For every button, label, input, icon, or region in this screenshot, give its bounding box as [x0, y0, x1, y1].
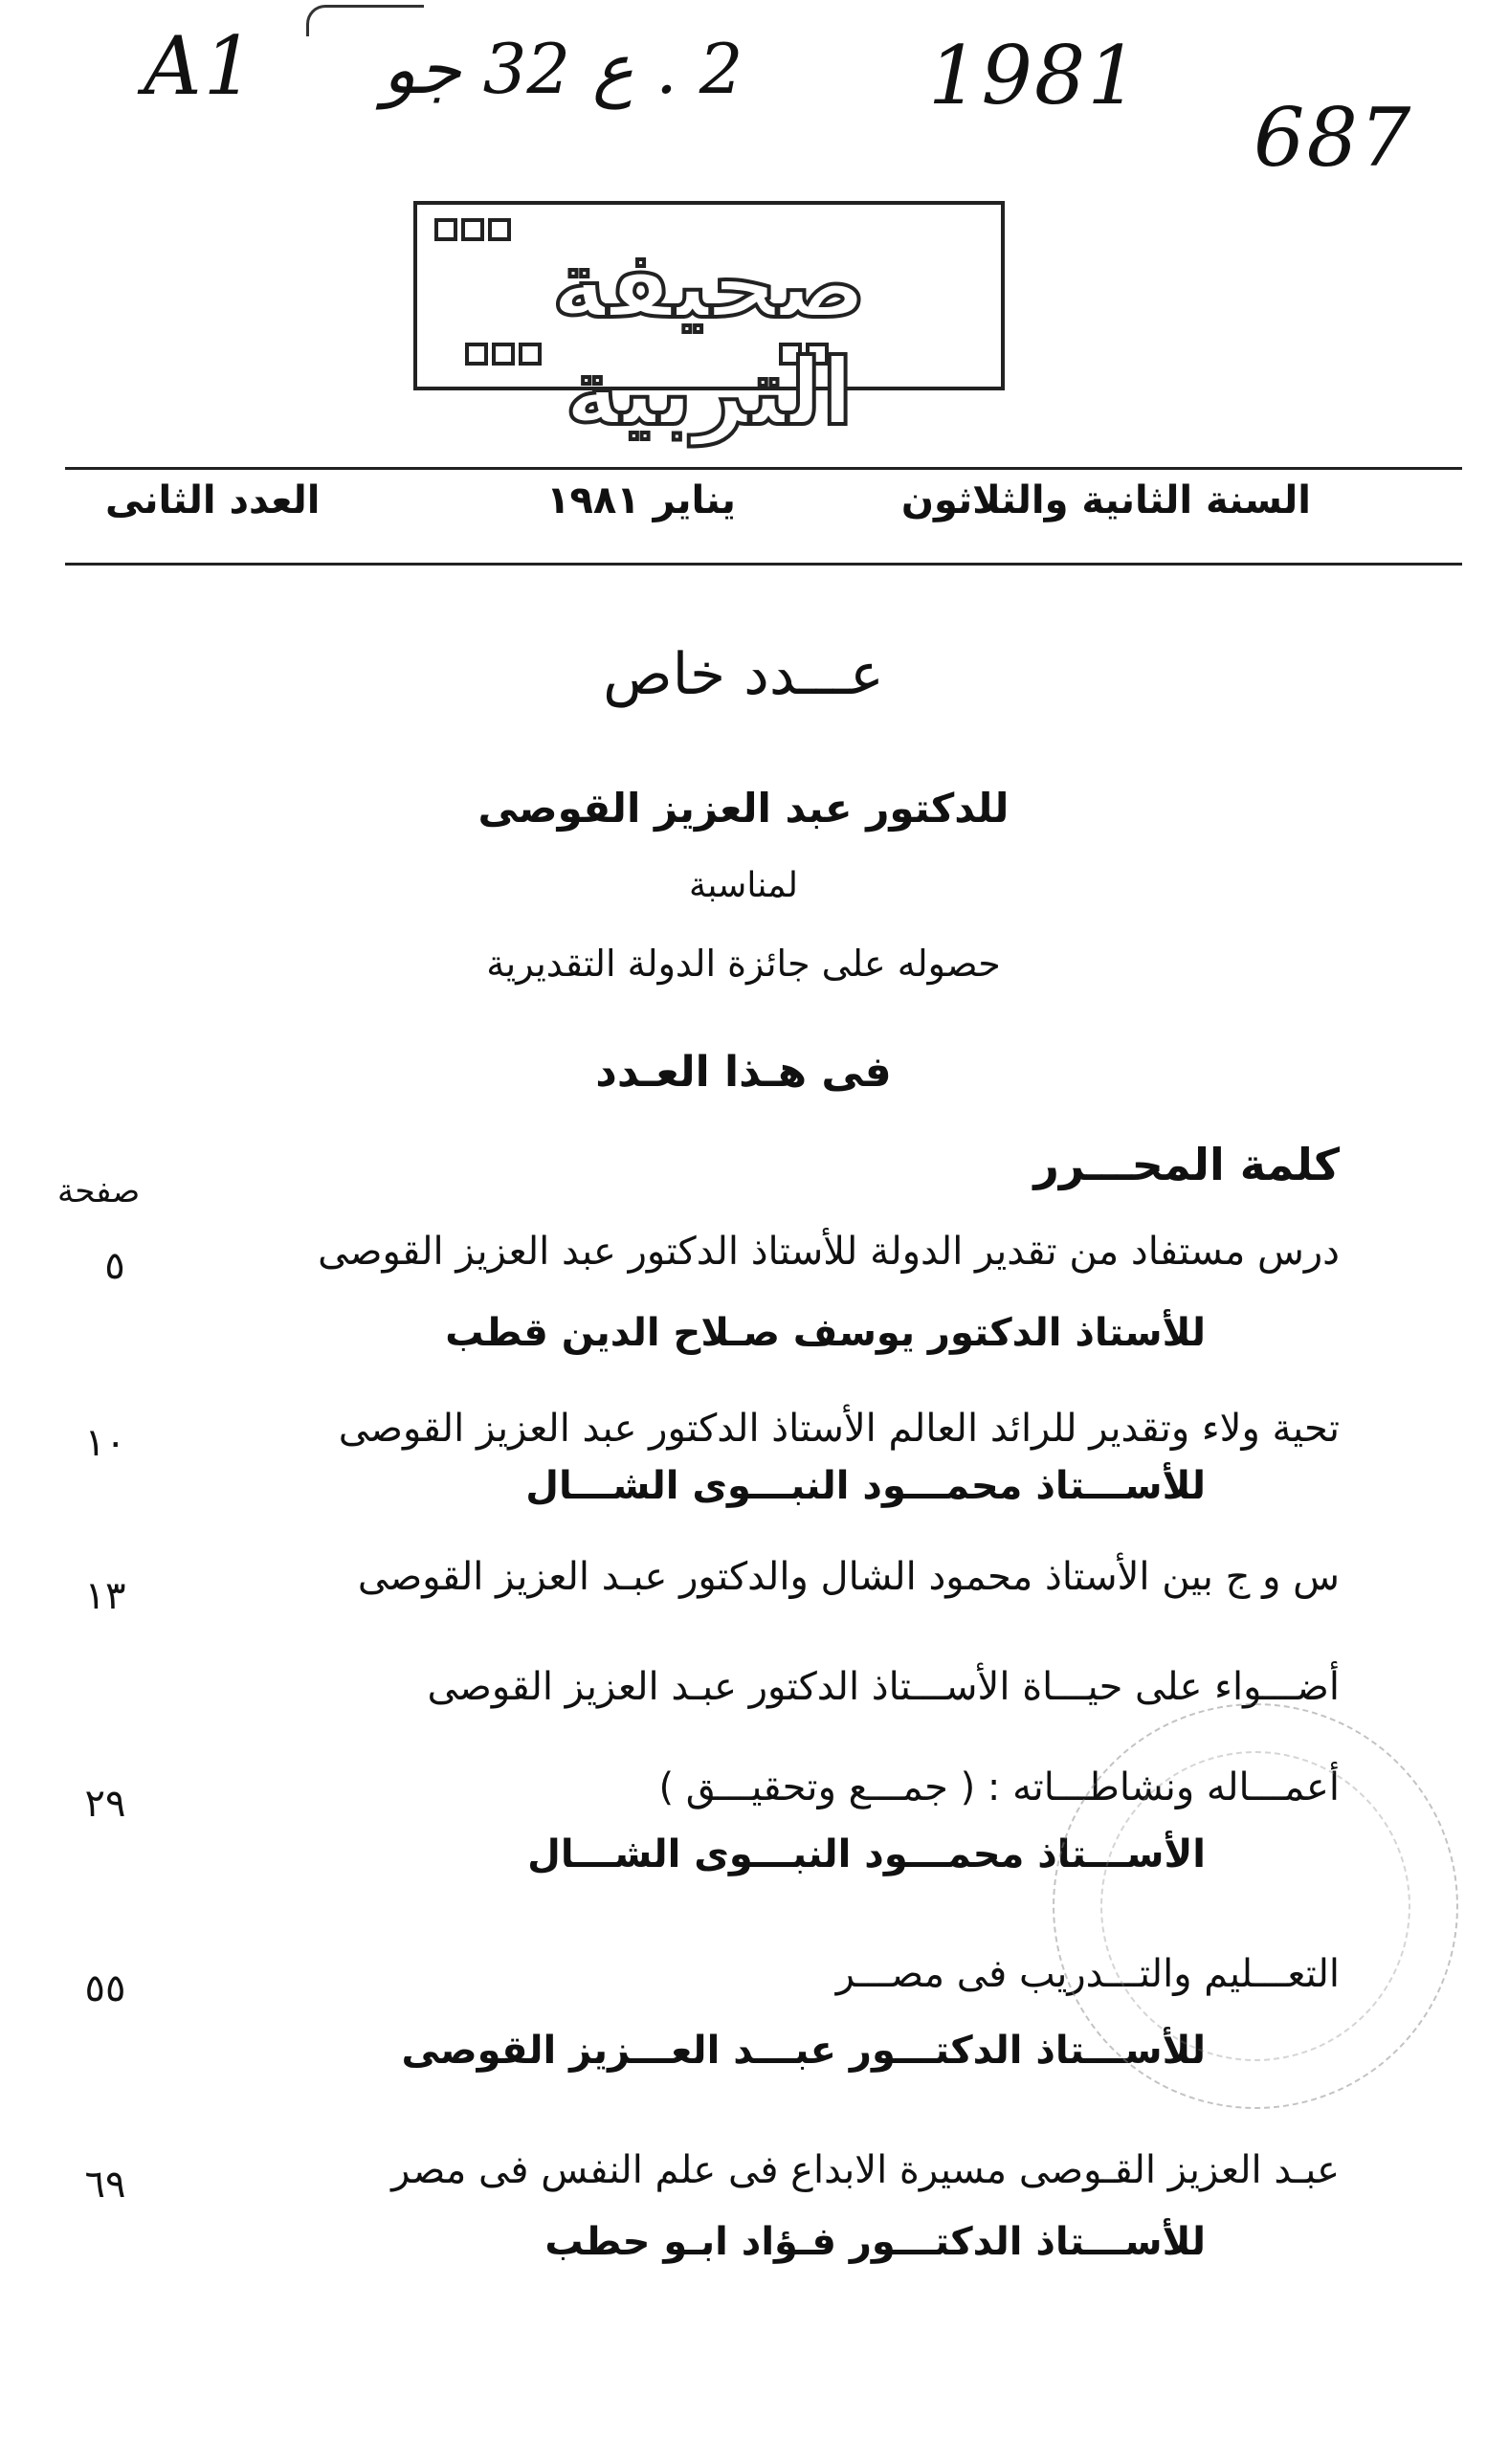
toc-entry-author: للأستاذ الدكتور يوسف صـلاح الدين قطب: [445, 1311, 1206, 1355]
special-issue-heading: عـــدد خاص: [603, 641, 884, 708]
toc-entry-page: ٥: [104, 1244, 125, 1288]
toc-entry-author: للأســـتاذ محمـــود النبـــوى الشـــال: [525, 1464, 1206, 1508]
handwritten-code: A1: [144, 19, 257, 113]
toc-entry-author: للأســـتاذ الدكتـــور عبـــد العـــزيز القوصى: [401, 2029, 1206, 2073]
library-stamp: [1100, 1751, 1410, 2061]
date-label: يناير ١٩٨١: [546, 478, 736, 522]
toc-entry-author: الأســـتاذ محمـــود النبـــوى الشـــال: [527, 1832, 1206, 1876]
header-bottom-rule: [65, 563, 1462, 566]
occasion-line: لمناسبة: [689, 866, 798, 905]
toc-entry-author: للأســـتاذ الدكتـــور فـؤاد ابـو حطب: [544, 2220, 1206, 2264]
toc-entry-title: أضـــواء على حيـــاة الأســـتاذ الدكتور عبـد العزيز القوصى: [427, 1665, 1340, 1709]
toc-entry-page: ٢٩: [84, 1782, 126, 1826]
toc-entry-title: درس مستفاد من تقدير الدولة للأستاذ الدكتور عبد العزيز القوصى: [318, 1230, 1340, 1274]
toc-entry-title: التعـــليم والتـــدريب فى مصـــر: [835, 1952, 1340, 1996]
handwritten-ref: 2 . ع 32 جو: [383, 29, 744, 109]
contents-heading: فى هـذا العـدد: [595, 1048, 892, 1097]
masthead-title: صحيفة التربية: [551, 232, 867, 446]
toc-entry-page: ٦٩: [84, 2163, 126, 2207]
handwritten-number: 687: [1254, 91, 1413, 185]
handwritten-year: 1981: [928, 29, 1141, 122]
year-label: السنة الثانية والثلاثون: [900, 478, 1311, 522]
editor-word-heading: كلمة المحـــرر: [1033, 1139, 1340, 1190]
toc-entry-title: أعمـــاله ونشاطـــاته : ( جمـــع وتحقيـــق ): [658, 1765, 1340, 1809]
toc-entry-page: ١٣: [84, 1574, 126, 1618]
dedication-line: للدكتور عبد العزيز القوصى: [477, 785, 1010, 832]
issue-label: العدد الثانى: [105, 478, 321, 522]
toc-entry-title: عبـد العزيز القـوصى مسيرة الابداع فى علم النفس فى مصر: [391, 2148, 1340, 2192]
toc-entry-page: ٥٥: [84, 1966, 126, 2010]
toc-entry-title: تحية ولاء وتقدير للرائد العالم الأستاذ الدكتور عبد العزيز القوصى: [338, 1407, 1340, 1451]
toc-entry-page: ١٠: [84, 1421, 126, 1465]
page-column-label: صفحة: [57, 1172, 141, 1210]
award-line: حصوله على جائزة الدولة التقديرية: [486, 943, 1001, 985]
header-top-rule: [65, 467, 1462, 470]
toc-entry-title: س و ج بين الأستاذ محمود الشال والدكتور عبـد العزيز القوصى: [357, 1555, 1340, 1599]
masthead-logo: [413, 201, 1005, 446]
pen-mark: [306, 5, 424, 36]
